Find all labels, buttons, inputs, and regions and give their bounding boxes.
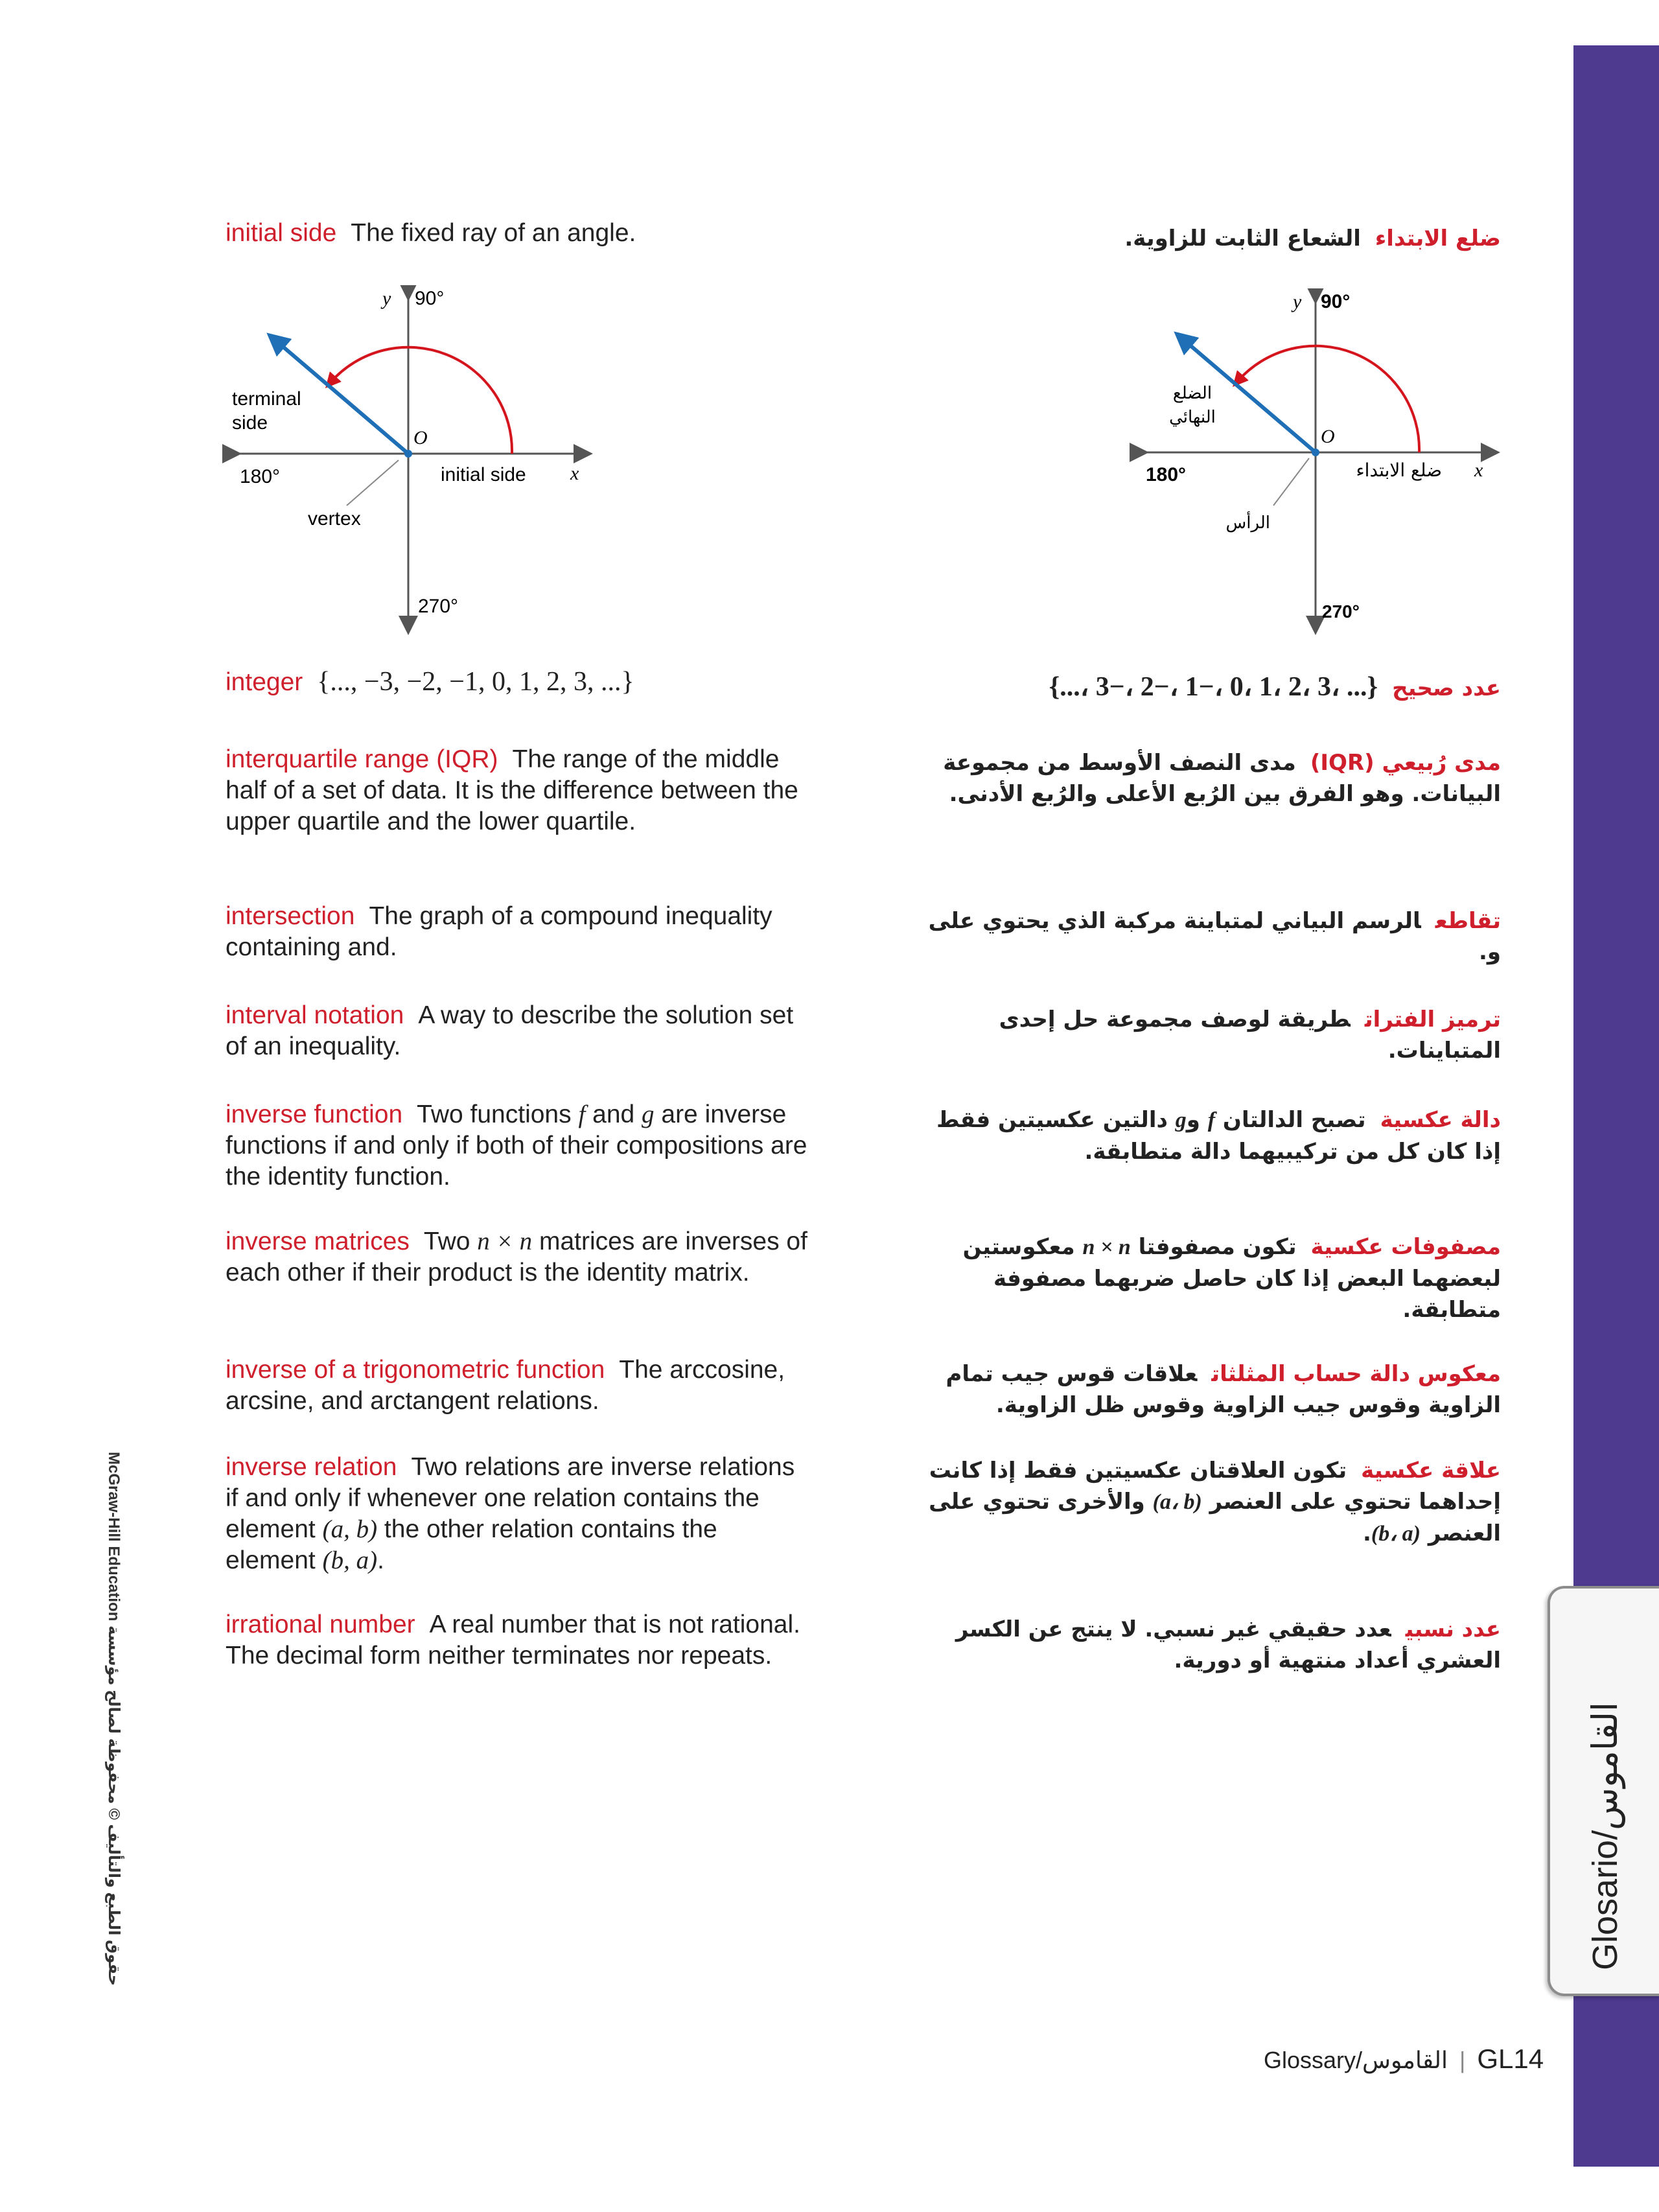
math-nxn: n × n [477, 1228, 533, 1255]
math-f: f [578, 1100, 586, 1128]
entry-inverse-function-en [226, 1099, 809, 1193]
term: inverse of a trigonometric function [226, 1356, 605, 1384]
entry-integer-ar [918, 671, 1501, 704]
vertex-point [1312, 448, 1319, 456]
definition-part: والأخرى تحتوي على العنصر [929, 1489, 1501, 1546]
math-ba: (b، a) [1371, 1522, 1421, 1546]
copyright-credit: McGraw-Hill Education حقوق الطبع والتأليف © محفوظة لصالح مؤسسة [105, 1452, 122, 1986]
term: تقاطع [1435, 908, 1501, 934]
definition: مدى النصف الأوسط من مجموعة البيانات. وهو الفرق بين الرُبع الأعلى والرُبع الأدنى. [943, 750, 1501, 807]
deg-180-label: 180° [240, 466, 281, 487]
definition: {..., −3, −2, −1, 0, 1, 2, 3, ...} [317, 667, 634, 697]
deg-90-label: 90° [1321, 291, 1351, 312]
entry-integer-en [226, 666, 809, 698]
definition: The graph of a compound inequality containing and. [226, 902, 772, 961]
term: عدد نسبي [1405, 1616, 1501, 1642]
x-label: x [570, 463, 579, 484]
entry-interval-notation-en [226, 1000, 809, 1062]
deg-180-label: 180° [1146, 464, 1187, 485]
term: ترميز الفترات [1364, 1007, 1501, 1032]
definition-part: . [377, 1546, 384, 1574]
term: intersection [226, 902, 355, 930]
glossary-tab-label[interactable]: Glosario/القاموس [1586, 1701, 1625, 1970]
math-f: f [1207, 1108, 1216, 1132]
term: ضلع الابتداء [1375, 226, 1501, 251]
deg-270-label: 270° [418, 596, 459, 617]
entry-inverse-trig-en [226, 1355, 809, 1417]
term: معكوس دالة حساب المثلثات [1211, 1361, 1501, 1387]
math-ba: (b, a) [322, 1546, 378, 1574]
term: مدى رُبيعي (IQR) [1310, 750, 1501, 776]
entry-inverse-matrices-ar [918, 1231, 1501, 1325]
definition-part: . [1362, 1520, 1371, 1546]
vertex-point [404, 450, 412, 458]
entry-inverse-function-ar [918, 1104, 1501, 1167]
terminal-side-label-1: الضلع [1172, 384, 1212, 403]
deg-270-label: 270° [1322, 601, 1360, 622]
definition: The fixed ray of an angle. [351, 219, 636, 247]
definition: الرسم البياني لمتباينة مركبة الذي يحتوي على و. [928, 908, 1501, 965]
math-g: g [642, 1100, 655, 1128]
term: initial side [226, 219, 337, 247]
entry-inverse-matrices-en [226, 1226, 809, 1288]
entry-inverse-trig-ar [918, 1358, 1501, 1421]
vertex-leader [347, 460, 399, 506]
definition: علاقات قوس جيب تمام الزاوية وقوس جيب الزاوية وقوس ظل الزاوية. [946, 1361, 1501, 1418]
vertex-label: vertex [308, 508, 361, 530]
entry-iqr-en [226, 744, 809, 837]
initial-side-label: initial side [441, 464, 526, 485]
entry-initial-side-ar [918, 223, 1501, 254]
definition-part: تكون العلاقتان عكسيتين فقط إذا كانت إحداهما تحتوي على العنصر [929, 1458, 1501, 1515]
term: مصفوفات عكسية [1310, 1234, 1501, 1260]
definition-part: are inverse functions if and only if both of their compositions are the identity function. [226, 1100, 807, 1191]
definition-part: دالتين عكسيتين فقط إذا كان كل من تركيبيهما دالة متطابقة. [936, 1107, 1501, 1165]
entry-irrational-number-en [226, 1609, 809, 1671]
definition: {... ،3 ،2 ،1 ،0 ،−1 ،−2 ،−3 ،...} [1049, 672, 1378, 702]
term: عدد صحيح [1392, 675, 1501, 701]
y-label: y [1293, 291, 1302, 312]
definition: A real number that is not rational. The decimal form neither terminates nor repeats. [226, 1611, 800, 1670]
y-label: y [382, 288, 391, 309]
entry-inverse-relation-ar [918, 1455, 1501, 1550]
definition-part: تصبح الدالتان [1215, 1107, 1366, 1133]
definition-part: Two relations are inverse relations if and only if whenever one relation contains the element [226, 1453, 795, 1543]
terminal-side-label-1: terminal [232, 388, 301, 410]
definition: عدد حقيقي غير نسبي. لا ينتج عن الكسر العشري أعداد منتهية أو دورية. [955, 1616, 1501, 1673]
page-footer [1264, 2043, 1544, 2075]
entry-intersection-en [226, 901, 809, 963]
terminal-side-label-2: النهائي [1169, 408, 1216, 427]
math-ab: (a، b) [1152, 1490, 1202, 1514]
math-ab: (a, b) [322, 1515, 378, 1543]
term: علاقة عكسية [1361, 1458, 1501, 1484]
definition-part: Two functions [417, 1100, 579, 1128]
footer-separator: | [1459, 2047, 1466, 2073]
term: inverse function [226, 1100, 403, 1128]
footer-label: Glossary/القاموس [1264, 2047, 1448, 2073]
definition-part: تكون مصفوفتا [1130, 1234, 1297, 1260]
definition-part: the other relation contains the element [226, 1515, 717, 1574]
angle-diagram-ar [1128, 288, 1503, 638]
definition-part: و [1186, 1107, 1208, 1133]
definition: A way to describe the solution set of an inequality. [226, 1001, 794, 1060]
origin-label: O [1321, 426, 1335, 447]
definition-part: معكوستين لبعضهما البعض إذا كان حاصل ضربهما مصفوفة متطابقة. [962, 1234, 1501, 1323]
entry-inverse-relation-en [226, 1452, 809, 1576]
definition-part: Two [423, 1228, 478, 1255]
definition: The arccosine, arcsine, and arctangent relations. [226, 1356, 785, 1415]
term: irrational number [226, 1611, 415, 1638]
term: inverse matrices [226, 1228, 410, 1255]
entry-initial-side-en [226, 218, 809, 249]
definition: طريقة لوصف مجموعة حل إحدى المتباينات. [999, 1007, 1501, 1064]
term: inverse relation [226, 1453, 397, 1481]
initial-side-label: ضلع الابتداء [1356, 460, 1442, 481]
definition-part: matrices are inverses of each other if their product is the identity matrix. [226, 1228, 807, 1286]
term: integer [226, 668, 303, 696]
entry-intersection-ar [918, 905, 1501, 968]
math-g: g [1175, 1108, 1187, 1132]
math-nxn: n × n [1082, 1235, 1131, 1259]
vertex-leader [1273, 458, 1309, 506]
terminal-side-label-2: side [232, 412, 268, 434]
entry-iqr-ar [918, 747, 1501, 809]
vertex-label: الرأس [1225, 513, 1270, 533]
origin-label: O [413, 427, 428, 448]
x-label: x [1474, 460, 1483, 481]
entry-interval-notation-ar [918, 1004, 1501, 1066]
definition: الشعاع الثابت للزاوية. [1124, 226, 1361, 251]
angle-diagram-en [220, 285, 609, 635]
deg-90-label: 90° [415, 288, 445, 309]
definition: The range of the middle half of a set of data. It is the difference between the upper quartile and the lower quartile. [226, 745, 798, 835]
entry-rational-number-ar [918, 1614, 1501, 1676]
term: interquartile range (IQR) [226, 745, 498, 773]
term: دالة عكسية [1380, 1107, 1501, 1133]
page-number: GL14 [1477, 2043, 1544, 2074]
definition-part: and [585, 1100, 642, 1128]
term: interval notation [226, 1001, 404, 1029]
